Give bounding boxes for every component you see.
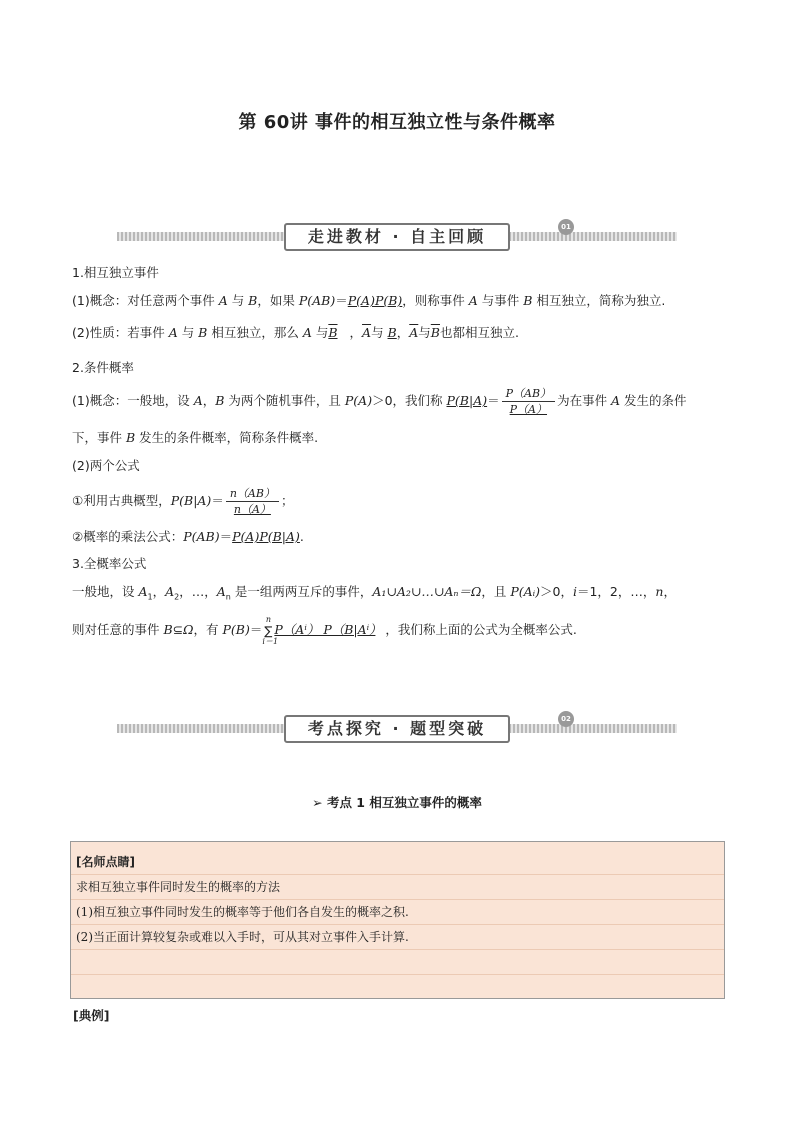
tip-row: (2)当正面计算较复杂或难以入手时，可从其对立事件入手计算. bbox=[71, 925, 724, 950]
text: ＝ bbox=[487, 393, 500, 408]
formula: P(Aᵢ) bbox=[510, 584, 541, 599]
sum-top: n bbox=[265, 614, 271, 624]
fraction bbox=[226, 486, 279, 517]
text: 与 bbox=[311, 325, 329, 340]
para-formula-multiplication bbox=[72, 529, 732, 545]
page-title: 第 60讲 事件的相互独立性与条件概率 bbox=[238, 112, 556, 133]
answer: $\overline{A}$ bbox=[362, 325, 372, 340]
text: 与 bbox=[371, 325, 388, 340]
answer bbox=[328, 325, 349, 340]
para-conditional-concept-2 bbox=[72, 430, 732, 446]
var: A bbox=[168, 325, 178, 340]
text: 相互独立，简称为独立. bbox=[532, 293, 666, 308]
text: ＝ bbox=[249, 622, 263, 637]
sum-bottom: i＝1 bbox=[262, 636, 279, 646]
banner-label bbox=[284, 223, 571, 251]
text: (1)概念：对任意两个事件 bbox=[72, 293, 219, 308]
var: A bbox=[138, 584, 148, 599]
fraction bbox=[502, 386, 555, 417]
banner-number: 01 bbox=[558, 219, 574, 235]
tip-title: [名师点睛] bbox=[71, 850, 724, 875]
text: ＝ bbox=[335, 293, 348, 308]
para-independence-concept bbox=[72, 293, 732, 309]
answer: B bbox=[387, 325, 397, 340]
text: (2)性质：若事件 bbox=[72, 325, 169, 340]
sum-symbol bbox=[262, 614, 279, 646]
formula: P(B) bbox=[222, 622, 250, 637]
text: ＞0，我们称 bbox=[372, 393, 447, 408]
banner-text: 走进教材 · 自主回顾 bbox=[307, 227, 487, 246]
text: 与 bbox=[227, 293, 249, 308]
subscript: 1 bbox=[147, 592, 153, 602]
var: A bbox=[611, 393, 621, 408]
formula: P(A) bbox=[344, 393, 373, 408]
text: ＝1，2，…， bbox=[576, 584, 656, 599]
var: B bbox=[198, 325, 208, 340]
text: 一般地，设 bbox=[72, 584, 139, 599]
answer: P(B|A) bbox=[446, 393, 488, 408]
var: A bbox=[302, 325, 312, 340]
banner-label bbox=[284, 715, 571, 743]
subscript: n bbox=[225, 592, 231, 602]
text: ＝ bbox=[219, 529, 233, 544]
text: ①利用古典概型， bbox=[72, 493, 171, 508]
topic-heading: ➢ 考点 1 相互独立事件的概率 bbox=[312, 795, 482, 810]
tip-row: 求相互独立事件同时发生的概率的方法 bbox=[71, 875, 724, 900]
var: B bbox=[215, 393, 225, 408]
var: B bbox=[163, 622, 173, 637]
answer-var: B bbox=[328, 325, 338, 340]
text: 与 bbox=[177, 325, 199, 340]
text: 则对任意的事件 bbox=[72, 622, 164, 637]
text: ②概率的乘法公式： bbox=[72, 529, 184, 544]
text: ，则称事件 bbox=[402, 293, 469, 308]
text: ， bbox=[396, 325, 410, 340]
var: B bbox=[248, 293, 258, 308]
text: ＞0， bbox=[540, 584, 573, 599]
text: ， bbox=[663, 584, 676, 599]
text: ； bbox=[280, 493, 294, 508]
var: B bbox=[523, 293, 533, 308]
tip-box bbox=[70, 841, 725, 999]
text: ，…， bbox=[179, 584, 217, 599]
var: $\overline{B}$ bbox=[430, 325, 440, 340]
text: ， bbox=[349, 325, 363, 340]
text: 下，事件 bbox=[72, 430, 126, 445]
denominator: P（A） bbox=[509, 403, 548, 416]
heading-conditional: 2.条件概率 bbox=[72, 360, 134, 375]
text: 相互独立，那么 bbox=[207, 325, 303, 340]
var: A bbox=[468, 293, 478, 308]
banner-text: 考点探究 · 题型突破 bbox=[307, 719, 487, 738]
formula: P(B|A) bbox=[170, 493, 212, 508]
example-heading: [典例] bbox=[73, 1008, 110, 1023]
var: n bbox=[655, 584, 664, 599]
formula: P(AB) bbox=[298, 293, 336, 308]
text: (1)概念：一般地，设 bbox=[72, 393, 194, 408]
text: ，如果 bbox=[257, 293, 299, 308]
heading-total-probability: 3.全概率公式 bbox=[72, 556, 147, 571]
para-total-prob-1 bbox=[72, 584, 732, 606]
denominator: n（A） bbox=[233, 503, 271, 516]
text: 为两个随机事件，且 bbox=[224, 393, 345, 408]
text: 是一组两两互斥的事件， bbox=[230, 584, 373, 599]
formula: P(AB) bbox=[183, 529, 220, 544]
text: ， bbox=[202, 393, 216, 408]
var: A bbox=[165, 584, 175, 599]
answer: P(A)P(B|A) bbox=[232, 529, 300, 544]
tip-row: (1)相互独立事件同时发生的概率等于他们各自发生的概率之积. bbox=[71, 900, 724, 925]
banner-number: 02 bbox=[558, 711, 574, 727]
var: A bbox=[218, 293, 228, 308]
answer: P(A)P(B) bbox=[347, 293, 403, 308]
para-total-prob-2 bbox=[72, 614, 732, 646]
text: 与事件 bbox=[477, 293, 524, 308]
text: 与 bbox=[418, 325, 431, 340]
section-banner-1 bbox=[117, 218, 677, 258]
text: 也都相互独立. bbox=[439, 325, 519, 340]
para-conditional-concept bbox=[72, 386, 732, 417]
text: ，有 bbox=[193, 622, 223, 637]
para-independence-property bbox=[72, 325, 732, 341]
text: ，且 bbox=[481, 584, 511, 599]
section-banner-2 bbox=[117, 710, 677, 750]
sum-sign: ∑ bbox=[264, 623, 273, 638]
heading-independent: 1.相互独立事件 bbox=[72, 265, 159, 280]
text: 发生的条件概率，简称条件概率. bbox=[135, 430, 319, 445]
var: B bbox=[125, 430, 136, 445]
numerator: P（AB） bbox=[502, 386, 555, 402]
tip-row-empty bbox=[71, 950, 724, 975]
subscript: 2 bbox=[174, 592, 180, 602]
text: ，我们称上面的公式为全概率公式. bbox=[385, 622, 577, 637]
var: A bbox=[216, 584, 226, 599]
formula: A₁∪A₂∪…∪Aₙ＝Ω bbox=[372, 584, 482, 599]
text: 发生的条件 bbox=[620, 393, 687, 408]
numerator: n（AB） bbox=[226, 486, 279, 502]
text: ＝ bbox=[211, 493, 224, 508]
answer: P（Aⁱ） P（B|Aⁱ） bbox=[274, 622, 376, 637]
var: Ω bbox=[183, 622, 194, 637]
text: . bbox=[299, 529, 304, 544]
var: i bbox=[572, 584, 577, 599]
text: 为在事件 bbox=[557, 393, 612, 408]
heading-formulas: (2)两个公式 bbox=[72, 458, 140, 473]
para-formula-classical bbox=[72, 486, 732, 517]
text: ， bbox=[152, 584, 166, 599]
var: A bbox=[193, 393, 203, 408]
text: ⊆ bbox=[172, 622, 184, 637]
answer: $\overline{A}$ bbox=[409, 325, 419, 340]
